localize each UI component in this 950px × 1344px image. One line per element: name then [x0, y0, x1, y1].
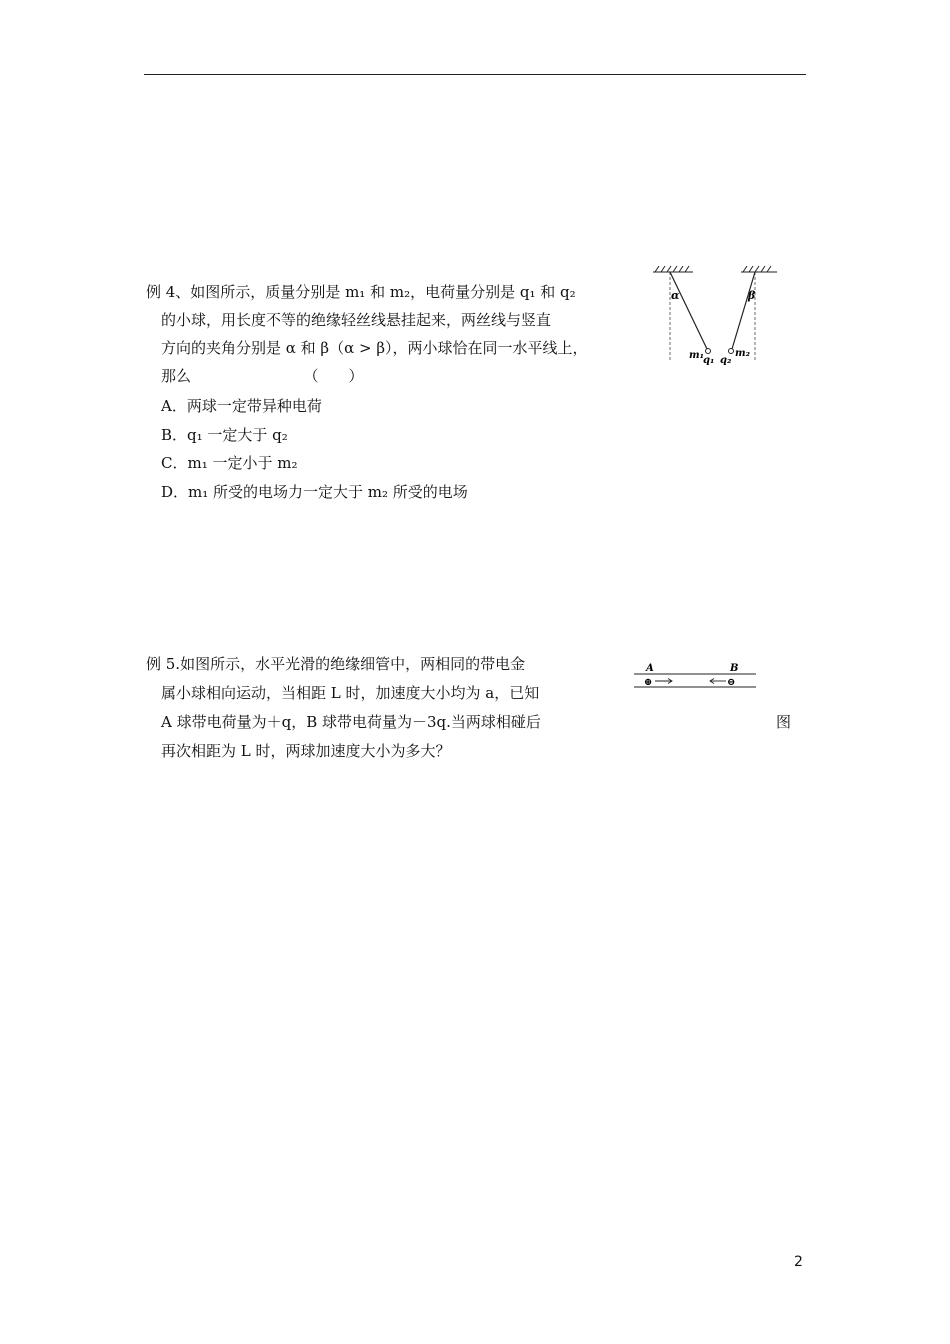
charge-b: ⊖	[727, 677, 736, 688]
ex5-line-4: 再次相距为 L 时，两球加速度大小为多大？	[161, 742, 451, 760]
charge-a: ⊕	[644, 677, 653, 688]
thread-right	[732, 272, 755, 349]
angle-alpha: α	[671, 289, 680, 302]
ex4-line-4: 那么 （ ）	[161, 367, 364, 385]
label-b: B	[730, 663, 739, 674]
label-m2: m₂	[735, 348, 750, 359]
ex5-line-1: 例 5.如图所示，水平光滑的绝缘细管中，两相同的带电金	[146, 655, 526, 673]
label-q2: q₂	[720, 355, 732, 366]
angle-beta: β	[748, 289, 756, 302]
ex5-figure	[630, 660, 760, 692]
ceiling-right	[741, 266, 777, 272]
ex4-option-c: C．m₁ 一定小于 m₂	[161, 454, 298, 472]
ceiling-left	[653, 266, 693, 272]
ball-m2	[729, 349, 734, 354]
ex5-line-3: A 球带电荷量为＋q，B 球带电荷量为－3q.当两球相碰后	[161, 713, 541, 731]
ex4-line-2: 的小球，用长度不等的绝缘轻丝线悬挂起来，两丝线与竖直	[161, 311, 552, 329]
ex4-line-3: 方向的夹角分别是 α 和 β（α > β），两小球恰在同一水平线上，	[161, 339, 588, 357]
ex5-figure-caption: 图	[776, 713, 792, 731]
ex4-line-1: 例 4、如图所示，质量分别是 m₁ 和 m₂，电荷量分别是 q₁ 和 q₂	[146, 283, 576, 301]
page-number: 2	[794, 1254, 803, 1270]
label-q1: q₁	[703, 355, 715, 366]
label-m1: m₁	[689, 350, 704, 361]
ex4-option-d: D．m₁ 所受的电场力一定大于 m₂ 所受的电场	[161, 483, 468, 501]
ex4-option-a: A．两球一定带异种电荷	[161, 397, 322, 415]
ex4-option-b: B．q₁ 一定大于 q₂	[161, 426, 288, 444]
header-rule	[144, 74, 806, 75]
thread-left	[670, 272, 707, 349]
ball-m1	[706, 349, 711, 354]
label-a: A	[646, 663, 654, 674]
ex4-figure	[645, 262, 785, 367]
ex5-line-2: 属小球相向运动，当相距 L 时，加速度大小均为 a，已知	[161, 684, 540, 702]
